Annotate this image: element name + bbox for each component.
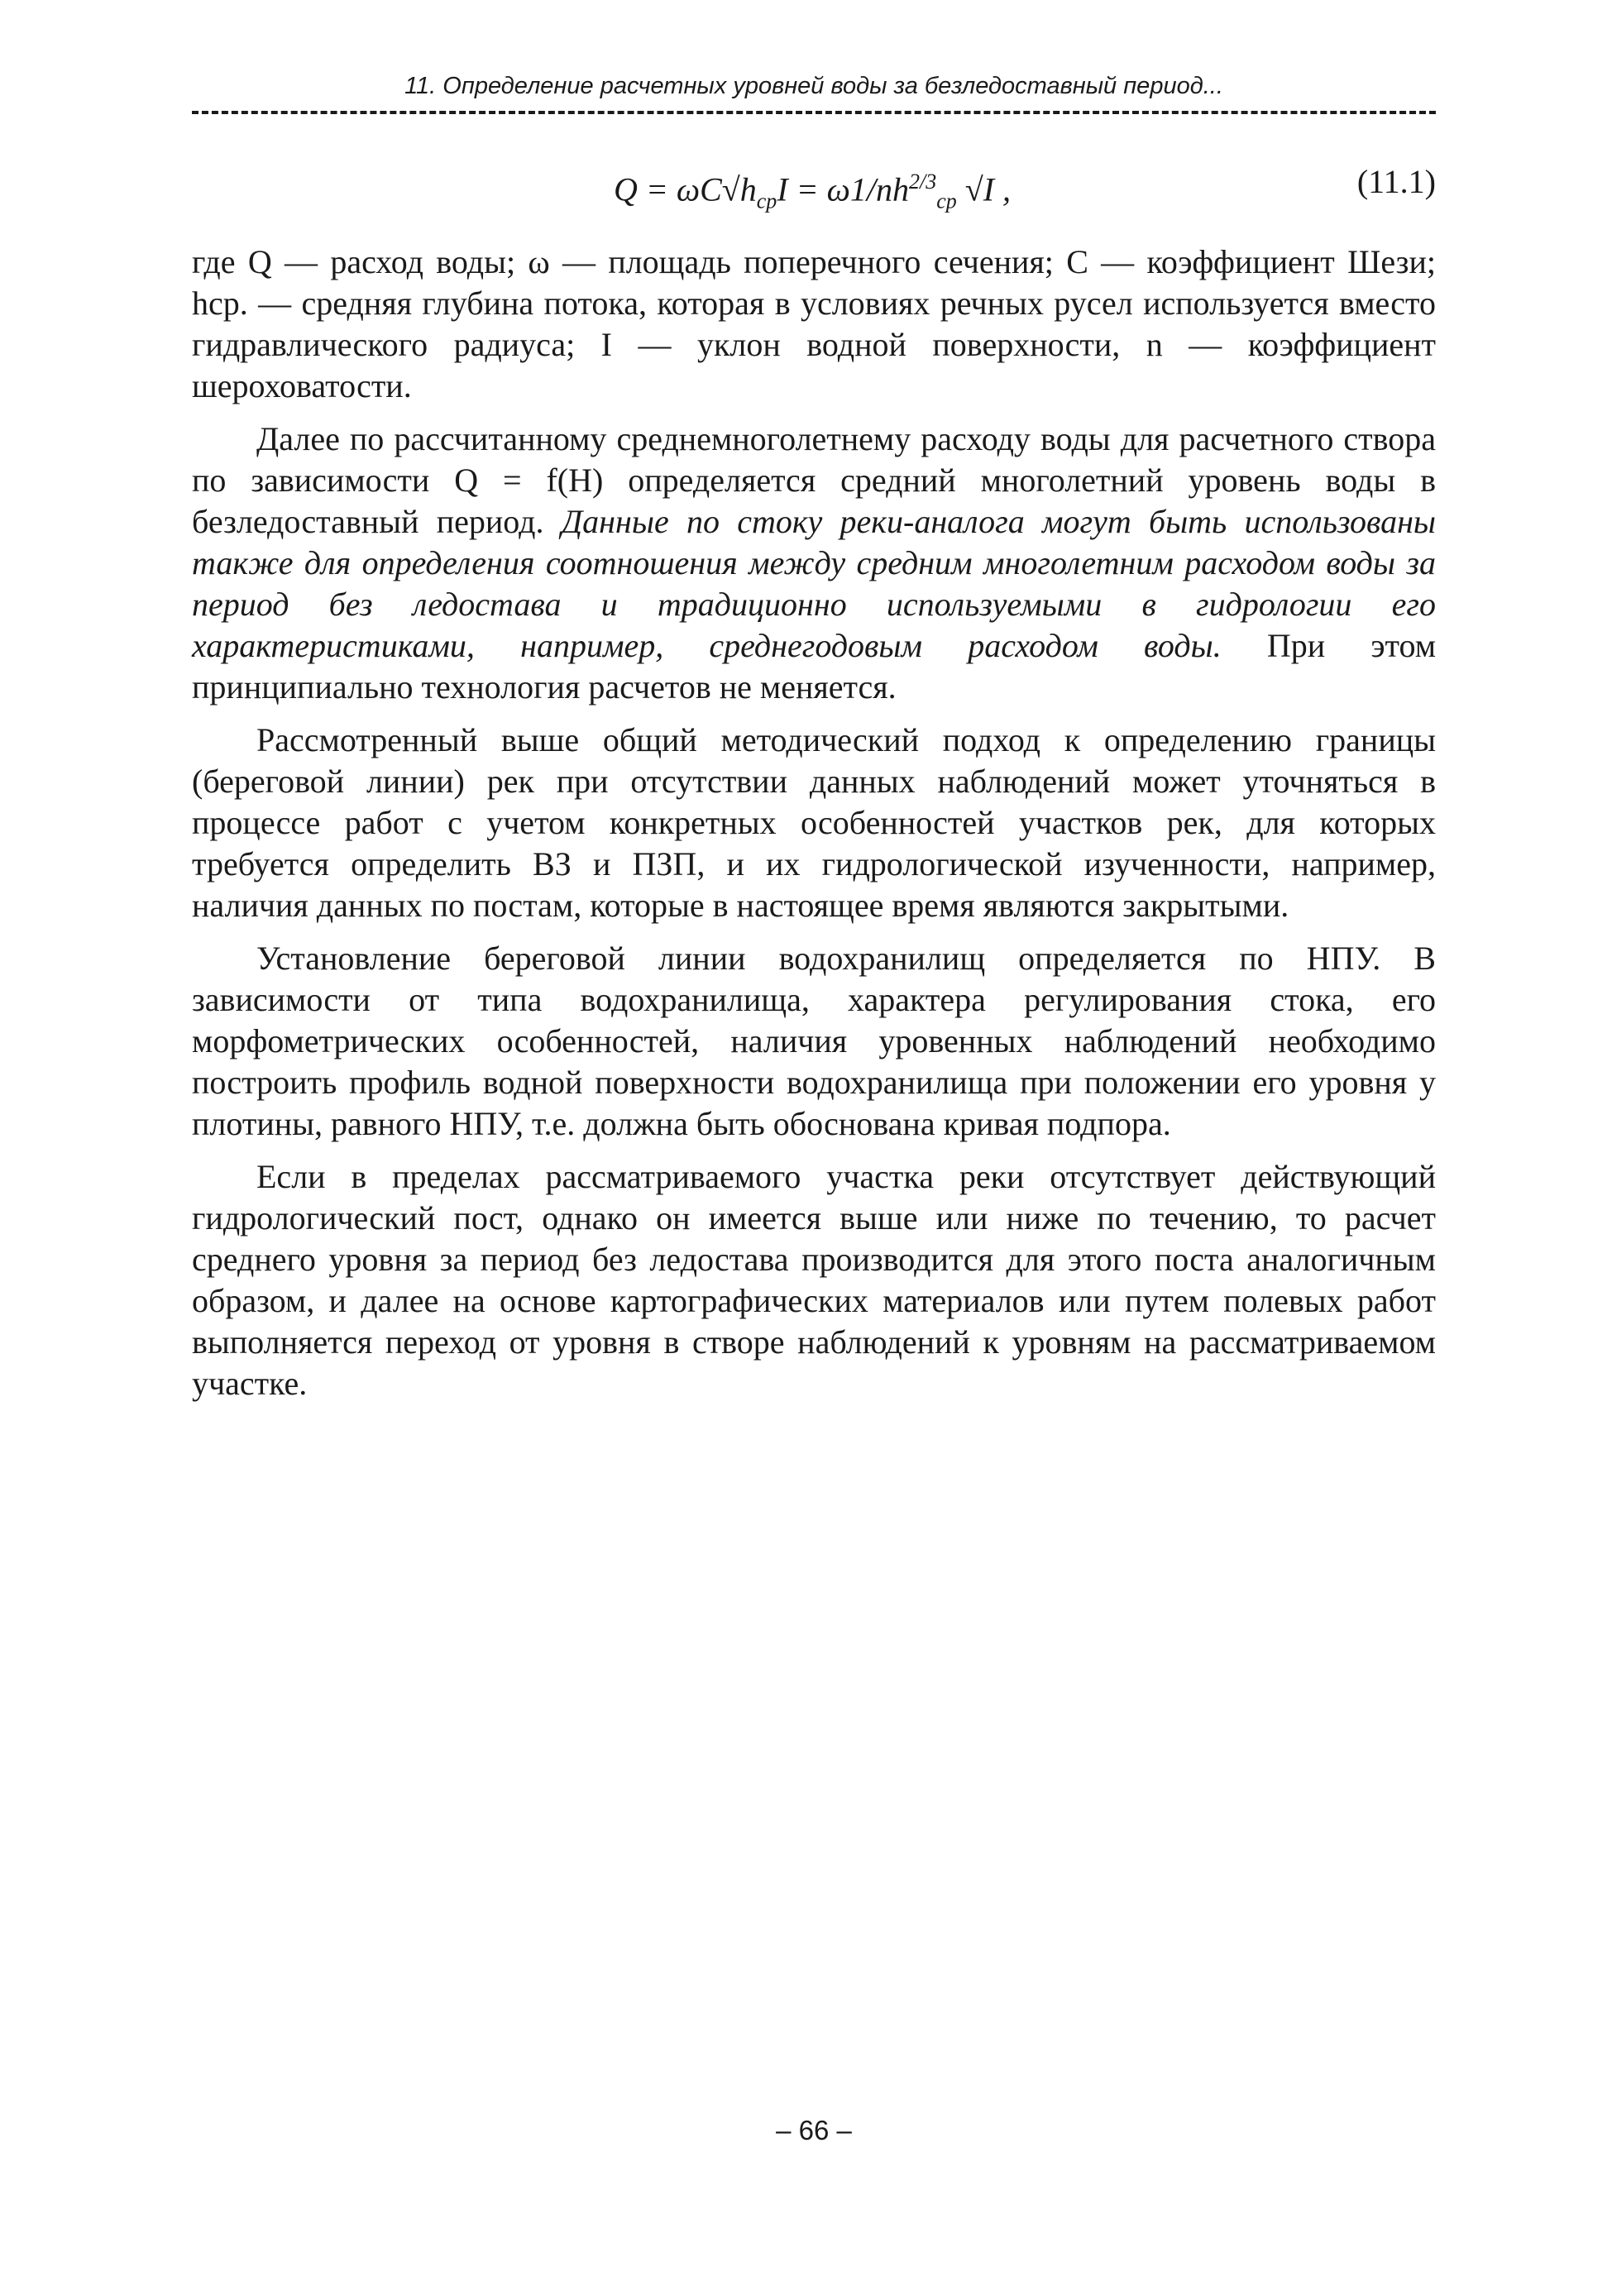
paragraph-method xyxy=(192,419,1436,708)
body-text xyxy=(192,242,1436,1416)
paragraph-definitions: где Q — расход воды; ω — площадь поперечного сечения; C — коэффициент Шези; hср. — средняя глубина потока, которая в условиях речных русел используется вместо гидравлического радиуса; I — уклон водной поверхности, n — коэффициент шероховатости. xyxy=(192,243,1436,404)
formula-part-1: Q = ωC√h xyxy=(614,170,757,208)
header-divider xyxy=(192,111,1436,114)
formula-subscript-1: ср xyxy=(756,189,777,213)
paragraph-gauging-post: Если в пределах рассматриваемого участка реки отсутствует действующий гидрологический пост, однако он имеется выше или ниже по течению, то расчет среднего уровня за период без ледостава производится для этого поста аналогичным образом, и далее на основе картографических материалов или путем полевых работ выполняется переход от уровня в створе наблюдений к уровням на рассматриваемом участке. xyxy=(192,1158,1436,1402)
paragraph-method-end: При этом принципиально технология расчетов не меняется. xyxy=(192,627,1437,706)
formula-expression xyxy=(614,159,1011,224)
formula-number: (11.1) xyxy=(1356,163,1436,200)
paragraph-method-start: Далее по рассчитанному среднемноголетнему расходу воды для расчетного створа по зависимости Q = f(H) определяется средний многолетний уровень воды в безледоставный период. xyxy=(192,420,1436,540)
paragraph-approach: Рассмотренный выше общий методический подход к определению границы (береговой линии) рек при отсутствии данных наблюдений может уточняться в процессе работ с учетом конкретных особенностей участков рек, для которых требуется определить ВЗ и ПЗП, и их гидрологической изученности, например, наличия данных по постам, которые в настоящее время являются закрытыми. xyxy=(192,721,1436,924)
formula-part-2: I = ω1/nh xyxy=(777,170,909,208)
formula-block xyxy=(192,159,1436,213)
paragraph-reservoirs: Установление береговой линии водохранилищ определяется по НПУ. В зависимости от типа водохранилища, характера регулирования стока, его морфометрических особенностей, наличия уровенных наблюдений необходимо построить профиль водной поверхности водохранилища при положении его уровня у плотины, равного НПУ, т.е. должна быть обоснована кривая подпора. xyxy=(192,940,1436,1142)
formula-subscript-2: ср xyxy=(936,189,957,213)
formula-exponent: 2/3 xyxy=(908,170,937,194)
formula-part-3: √I , xyxy=(956,170,1012,208)
running-title: 11. Определение расчетных уровней воды за безледоставный период... xyxy=(404,73,1223,99)
paragraph-method-italic: Данные по стоку реки-аналога могут быть использованы также для определения соотношения между средним многолетним расходом воды за период без ледостава и традиционно используемыми в гидрологии его характеристиками, например, среднегодовым расходом воды. xyxy=(192,503,1437,664)
page-number: – 66 – xyxy=(776,2115,852,2145)
